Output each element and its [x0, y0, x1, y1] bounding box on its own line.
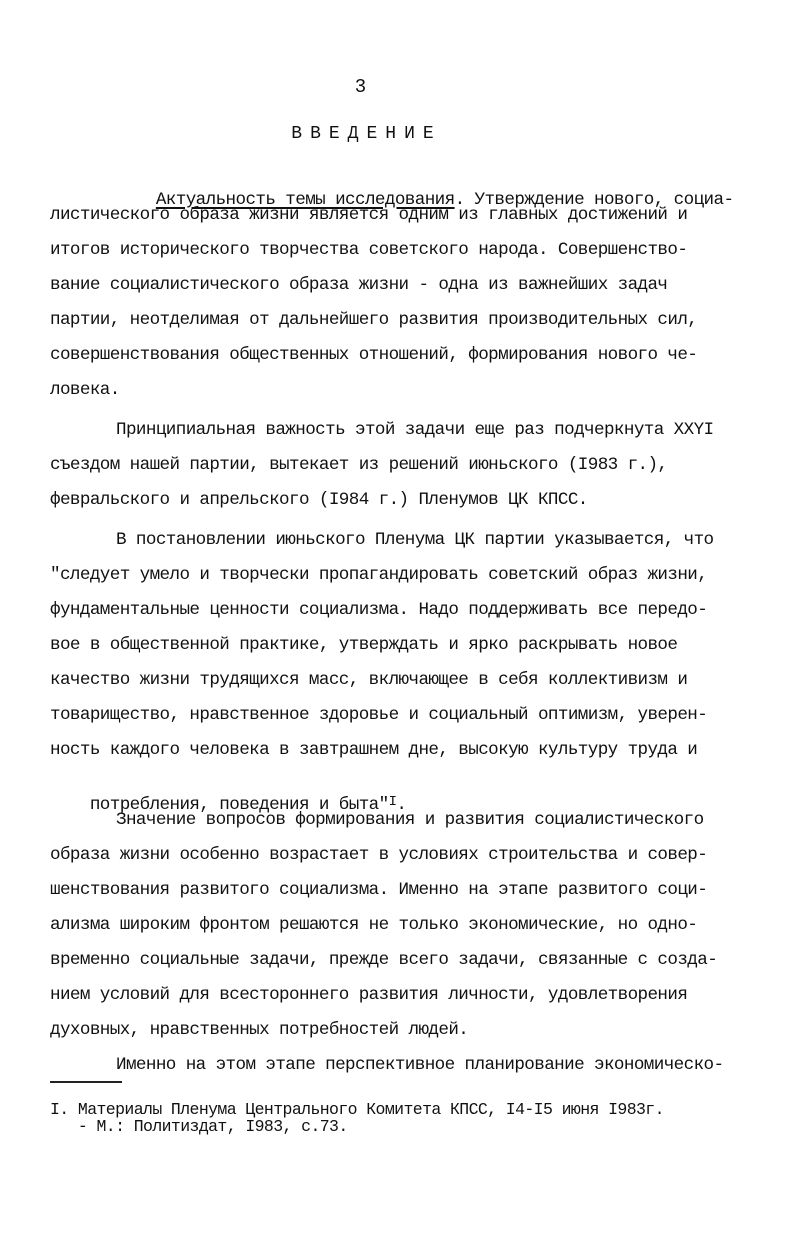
paragraph-line: ализма широким фронтом решаются не только экономические, но одно- [50, 915, 698, 935]
paragraph-line: листического образа жизни является одним из главных достижений и [50, 205, 688, 225]
paragraph-line: итогов исторического творчества советского народа. Совершенство- [50, 240, 688, 260]
paragraph-line: нием условий для всестороннего развития личности, удовлетворения [50, 985, 688, 1005]
paragraph-line: ловека. [50, 380, 120, 400]
paragraph-line: ность каждого человека в завтрашнем дне, высокую культуру труда и [50, 740, 698, 760]
paragraph-line: Принципиальная важность этой задачи еще раз подчеркнута XXYI [116, 420, 714, 440]
paragraph-line: "следует умело и творчески пропагандировать советский образ жизни, [50, 565, 708, 585]
paragraph-line: фундаментальные ценности социализма. Надо поддерживать все передо- [50, 600, 708, 620]
paragraph-line: временно социальные задачи, прежде всего задачи, связанные с созда- [50, 950, 718, 970]
paragraph-line: шенствования развитого социализма. Именно на этапе развитого соци- [50, 880, 708, 900]
page-number: 3 [354, 76, 367, 98]
underlined-phrase: Актуальность темы исследования [155, 190, 455, 210]
paragraph-line: партии, неотделимая от дальнейшего развития производительных сил, [50, 310, 698, 330]
paragraph-line: вание социалистического образа жизни - одна из важнейших задач [50, 275, 668, 295]
footnote-line: - М.: Политиздат, I983, с.73. [50, 1117, 348, 1136]
footnote-reference[interactable]: I [388, 794, 397, 810]
paragraph-line: Значение вопросов формирования и развития социалистического [116, 810, 704, 830]
paragraph-line: совершенствования общественных отношений, формирования нового че- [50, 345, 698, 365]
paragraph-line: духовных, нравственных потребностей людей. [50, 1020, 469, 1040]
paragraph-line: вое в общественной практике, утверждать и ярко раскрывать новое [50, 635, 678, 655]
section-heading: ВВЕДЕНИЕ [291, 124, 442, 144]
paragraph-line: съездом нашей партии, вытекает из решений июньского (I983 г.), [50, 455, 668, 475]
paragraph-line: образа жизни особенно возрастает в условиях строительства и совер- [50, 845, 708, 865]
paragraph-line: качество жизни трудящихся масс, включающее в себя коллективизм и [50, 670, 688, 690]
footnote-line: I. Материалы Пленума Центрального Комитета КПСС, I4-I5 июня I983г. [50, 1100, 664, 1119]
paragraph-line: Актуальность темы исследования. Утверждение нового, социа- [155, 190, 734, 210]
paragraph-line: Именно на этом этапе перспективное планирование экономическо- [116, 1055, 724, 1075]
paragraph-line: В постановлении июньского Пленума ЦК партии указывается, что [116, 530, 714, 550]
paragraph-line: потребления, поведения и быта"$^I$. [89, 794, 407, 815]
footnote-divider [50, 1081, 122, 1083]
paragraph-line: февральского и апрельского (I984 г.) Пленумов ЦК КПСС. [50, 490, 588, 510]
paragraph-line: товарищество, нравственное здоровье и социальный оптимизм, уверен- [50, 705, 708, 725]
